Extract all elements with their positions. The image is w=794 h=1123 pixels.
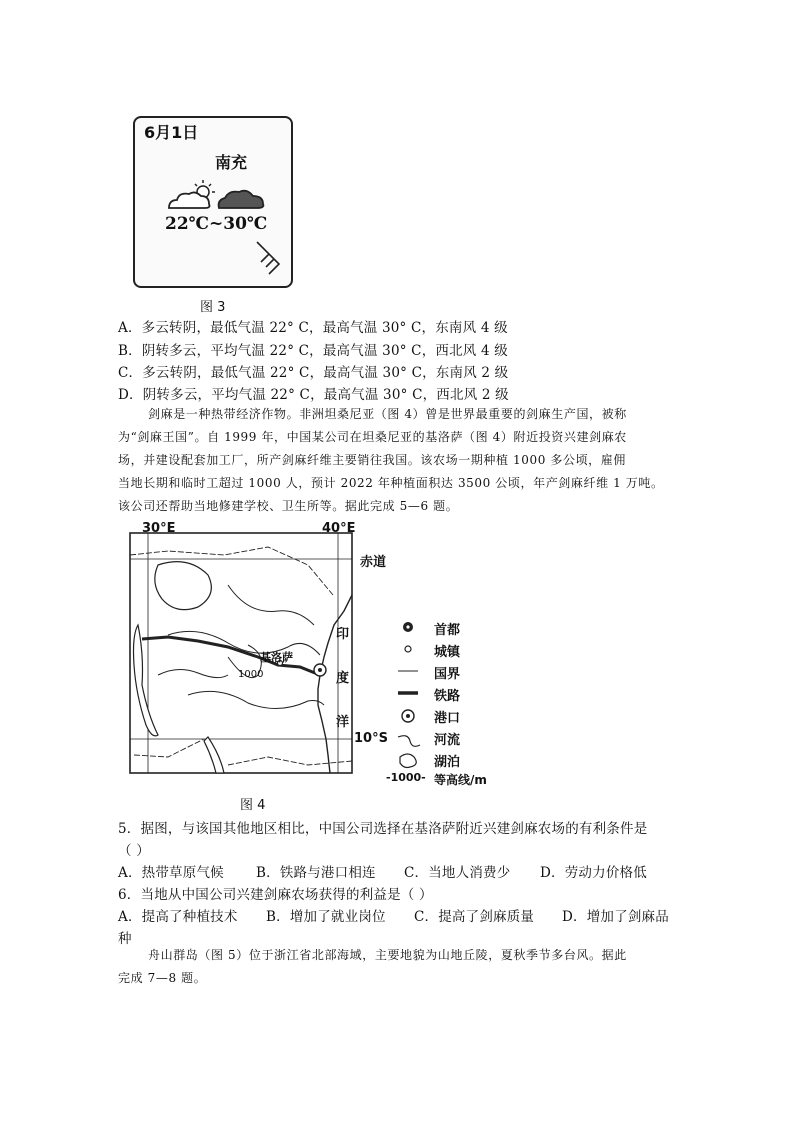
- lake-tanganyika: [134, 625, 159, 736]
- legend-contour: 等高线/m: [434, 773, 487, 787]
- river-symbol: [398, 736, 420, 747]
- river: [158, 669, 228, 677]
- ocean-label-2: 度: [336, 671, 350, 686]
- weather-city: 南充: [215, 153, 248, 172]
- wind-barb-icon: [253, 236, 283, 276]
- label-30e: 30°E: [142, 521, 176, 536]
- option-d: D．阴转多云，平均气温 22° C，最高气温 30° C，西北风 2 级: [118, 387, 509, 403]
- passage-line: 当地长期和临时工超过 1000 人，预计 2022 年种植面积达 3500 公顷，年产剑麻纤维 1 万吨。: [118, 476, 664, 490]
- legend-port: 港口: [434, 711, 461, 726]
- legend-capital: 首都: [434, 623, 461, 638]
- tanzania-map: [128, 521, 494, 787]
- label-10s: 10°S: [354, 731, 388, 746]
- lake-malawi: [204, 737, 224, 773]
- lake-symbol: [400, 754, 416, 768]
- town-symbol: [405, 646, 411, 652]
- q5-option-c: C．当地人消费少: [404, 865, 511, 881]
- legend-railway: 铁路: [434, 689, 461, 704]
- option-a: A．多云转阴，最低气温 22° C，最高气温 30° C，东南风 4 级: [118, 320, 508, 336]
- label-contour-value: 1000: [238, 669, 264, 680]
- ocean-label-1: 印: [336, 627, 350, 642]
- legend-lake: 湖泊: [434, 755, 461, 770]
- partly-cloudy-icon: [165, 178, 270, 214]
- passage-line: 场，并建设配套加工厂，所产剑麻纤维主要销往我国。该农场一期种植 1000 多公顷，雇佣: [118, 453, 626, 467]
- passage-line: 剑麻是一种热带经济作物。非洲坦桑尼亚（图 4）曾是世界最重要的剑麻生产国，被称: [148, 407, 627, 421]
- label-40e: 40°E: [322, 521, 356, 536]
- railway-line: [142, 637, 320, 675]
- q5-answer-paren: （ ）: [118, 843, 150, 859]
- q6-stem: 6．当地从中国公司兴建剑麻农场获得的利益是（ ）: [118, 887, 433, 903]
- passage-line: 该公司还帮助当地修建学校、卫生所等。据此完成 5—6 题。: [118, 499, 459, 513]
- legend-border: 国界: [434, 667, 461, 682]
- q6-option-d: D．增加了剑麻品: [562, 909, 669, 925]
- q5-option-d: D．劳动力价格低: [540, 865, 647, 881]
- river: [188, 691, 324, 708]
- q6-option-a: A．提高了种植技术: [118, 909, 238, 925]
- option-b: B．阴转多云，平均气温 22° C，最高气温 30° C，西北风 4 级: [118, 343, 508, 359]
- legend-town: 城镇: [434, 645, 461, 660]
- lake-victoria: [155, 562, 212, 610]
- passage-zhoushan: 舟山群岛（图 5）位于浙江省北部海域，主要地貌为山地丘陵，夏秋季节多台风。据此: [148, 948, 627, 962]
- ocean-label-3: 洋: [336, 715, 350, 730]
- legend-contour-sample: -1000-: [386, 771, 426, 784]
- cloud-icon: [219, 191, 264, 208]
- figure-3-caption: 图 3: [200, 300, 226, 315]
- weather-temperature: 22℃~30℃: [165, 214, 268, 234]
- river: [228, 585, 314, 625]
- weather-date: 6月1日: [144, 123, 199, 142]
- map-legend-symbols: [394, 617, 434, 797]
- q5-option-a: A．热带草原气候: [118, 865, 224, 881]
- passage-line: 完成 7—8 题。: [118, 971, 207, 985]
- q5-stem: 5．据图，与该国其他地区相比，中国公司选择在基洛萨附近兴建剑麻农场的有利条件是: [118, 821, 648, 837]
- q6-option-c: C．提高了剑麻质量: [414, 909, 535, 925]
- q5-option-b: B．铁路与港口相连: [256, 865, 376, 881]
- passage-line: 为“剑麻王国”。自 1999 年，中国某公司在坦桑尼亚的基洛萨（图 4）附近投资兴建剑麻农: [118, 430, 627, 444]
- label-equator: 赤道: [360, 555, 387, 570]
- q6-option-b: B．增加了就业岗位: [266, 909, 386, 925]
- passage-sisal: [118, 403, 698, 426]
- figure-4-caption: 图 4: [240, 798, 266, 813]
- q6-option-d-wrap: 种: [118, 931, 132, 947]
- option-c: C．多云转阴，最低气温 22° C，最高气温 30° C，东南风 2 级: [118, 365, 509, 381]
- weather-card: [133, 116, 293, 288]
- legend-river: 河流: [434, 733, 461, 748]
- label-kilosa: 基洛萨: [260, 651, 293, 664]
